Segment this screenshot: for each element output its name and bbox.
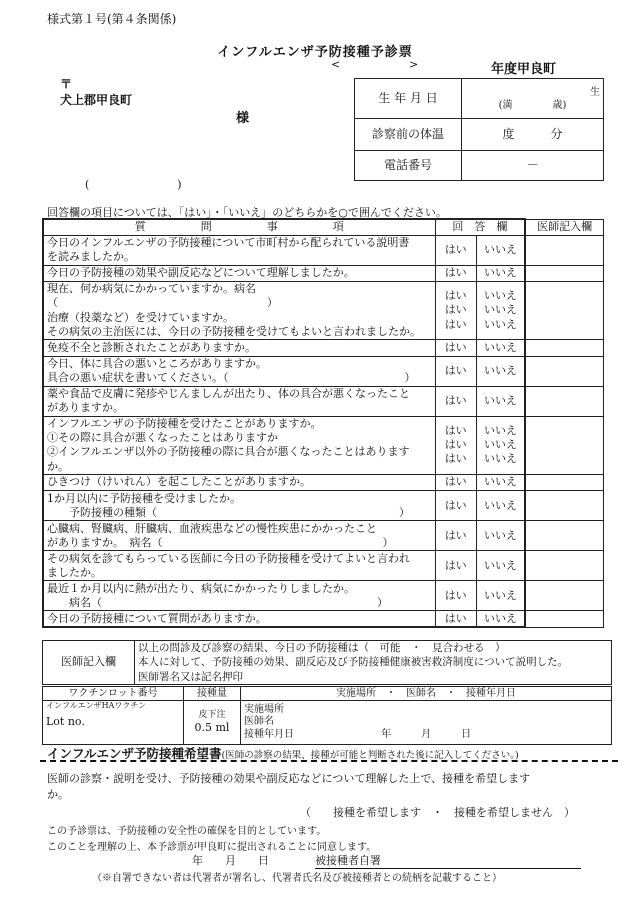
questionnaire-table — [42, 218, 604, 628]
question-row — [43, 265, 604, 282]
answer-yes[interactable] — [435, 416, 476, 474]
question-line: 今日の予防接種の効果や副反応などについて理解しましたか。 — [47, 266, 355, 280]
doctor-note-cell[interactable] — [525, 265, 603, 282]
yes-option[interactable]: はい — [444, 340, 467, 354]
answer-no[interactable] — [476, 611, 525, 628]
yes-option[interactable]: はい — [444, 558, 467, 572]
consent-title: インフルエンザ予防接種希望書 — [47, 746, 222, 761]
doctor-section-label: 医師記入欄 — [43, 641, 135, 685]
temp-label: 診察前の体温 — [355, 119, 462, 151]
answer-no[interactable] — [476, 235, 525, 265]
lot-header: ワクチンロット番号 — [43, 687, 184, 701]
question-row — [43, 282, 604, 340]
form-title: インフルエンザ予防接種予診票 — [217, 45, 413, 60]
question-text — [43, 340, 435, 357]
consent-line-1: 医師の診察・説明を受け、予防接種の効果や副反応などについて理解した上で、接種を希望します — [47, 772, 531, 785]
question-text — [43, 551, 435, 581]
doctor-section-text — [135, 641, 612, 685]
answer-yes[interactable] — [435, 340, 476, 357]
yes-option[interactable]: はい — [444, 423, 467, 437]
sama-label: 様 — [236, 111, 250, 126]
question-line: その病気を診てもらっている医師に今日の予防接種を受けてよいと言われ — [47, 551, 410, 565]
doctor-line-2: 本人に対して、予防接種の効果、副反応及び予防接種健康被害救済制度について説明した。 — [138, 656, 569, 669]
question-text — [43, 521, 435, 551]
consent-choice[interactable]: （ 接種を希望します ・ 接種を希望しません ） — [300, 806, 575, 819]
question-line: 病名（ ） — [47, 595, 388, 609]
answer-yes[interactable] — [435, 611, 476, 628]
question-line: 具合の悪い症状を書いてください。（ ） — [47, 371, 416, 385]
info-table — [354, 78, 604, 181]
signature-line[interactable] — [315, 852, 581, 869]
answer-yes[interactable] — [435, 581, 476, 611]
no-option[interactable]: いいえ — [484, 558, 518, 572]
no-option[interactable]: いいえ — [484, 438, 518, 452]
date-fields: 年 月 日 — [381, 728, 472, 740]
answer-no[interactable] — [476, 491, 525, 521]
no-option[interactable]: いいえ — [484, 452, 518, 466]
place-header: 実施場所 ・ 医師名 ・ 接種年月日 — [241, 687, 612, 701]
phone-paren: ( ) — [85, 178, 182, 191]
question-row — [43, 416, 604, 474]
answer-no[interactable] — [476, 474, 525, 491]
no-option[interactable]: いいえ — [484, 475, 518, 489]
yes-option[interactable]: はい — [444, 303, 467, 317]
question-text — [43, 491, 435, 521]
question-row — [43, 356, 604, 386]
doctor-note-cell[interactable] — [525, 340, 603, 357]
question-line: 薬や食品で皮膚に発疹やじんましんが出たり、体の具合が悪くなったこと — [47, 386, 410, 400]
doctor-header: 医師記入欄 — [525, 219, 603, 235]
answer-yes[interactable] — [435, 235, 476, 265]
answer-yes[interactable] — [435, 474, 476, 491]
doctor-note-cell[interactable] — [525, 551, 603, 581]
cut-line — [40, 760, 618, 762]
yes-option[interactable]: はい — [444, 588, 467, 602]
birth-value-top: 生 — [590, 86, 600, 98]
no-option[interactable]: いいえ — [484, 423, 518, 437]
question-text — [43, 474, 435, 491]
question-row — [43, 581, 604, 611]
doctor-note-cell[interactable] — [525, 416, 603, 474]
question-row — [43, 386, 604, 416]
doctor-line-3[interactable]: 医師署名又は記名押印 — [138, 670, 243, 683]
doctor-note-cell[interactable] — [525, 611, 603, 628]
yes-option[interactable]: はい — [444, 452, 467, 466]
question-text — [43, 265, 435, 282]
answer-no[interactable] — [476, 265, 525, 282]
no-option[interactable]: いいえ — [484, 611, 518, 625]
year-town: 年度甲良町 — [491, 62, 557, 77]
yes-option[interactable]: はい — [444, 611, 467, 625]
no-option[interactable]: いいえ — [484, 340, 518, 354]
doctor-note-cell[interactable] — [525, 491, 603, 521]
footnote: （※自署できない者は代署者が署名し、代署者氏名及び被接種者との続柄を記載すること） — [92, 873, 502, 884]
yes-option[interactable]: はい — [444, 528, 467, 542]
answer-yes[interactable] — [435, 386, 476, 416]
question-line: 治療（投薬など）を受けていますか。 — [47, 310, 234, 324]
doctor-note-cell[interactable] — [525, 356, 603, 386]
dose-cell — [184, 701, 241, 745]
date-label: 接種年月日 — [244, 728, 294, 740]
doctor-note-cell[interactable] — [525, 521, 603, 551]
lot-cell[interactable] — [43, 701, 184, 745]
question-line: ①その際に具合が悪くなったことはありますか — [47, 430, 278, 444]
doctor-note-cell[interactable] — [525, 386, 603, 416]
answer-no[interactable] — [476, 551, 525, 581]
yes-option[interactable]: はい — [444, 438, 467, 452]
consent-line-2: か。 — [47, 787, 69, 801]
doctor-note-cell[interactable] — [525, 282, 603, 340]
temp-field[interactable]: 度 分 — [462, 119, 604, 151]
answer-yes[interactable] — [435, 356, 476, 386]
place-label: 実施場所 — [244, 703, 284, 715]
yes-option[interactable]: はい — [444, 364, 467, 378]
question-line: 今日のインフルエンザの予防接種について市町村から配られている説明書 — [47, 235, 410, 249]
question-text — [43, 356, 435, 386]
answer-no[interactable] — [476, 386, 525, 416]
no-option[interactable]: いいえ — [484, 289, 518, 303]
question-row — [43, 340, 604, 357]
question-text — [43, 581, 435, 611]
question-line: その病気の主治医には、今日の予防接種を受けてもよいと言われましたか。 — [47, 324, 421, 338]
lot-number: Lot no. — [46, 715, 85, 729]
answer-no[interactable] — [476, 356, 525, 386]
answer-no[interactable] — [476, 340, 525, 357]
question-row — [43, 611, 604, 628]
yes-option[interactable]: はい — [444, 242, 467, 256]
question-line: 現在、何か病気にかかっていますか。病名（ ） — [47, 282, 278, 310]
date-line[interactable]: 年 月 日 — [192, 854, 269, 867]
question-text — [43, 282, 435, 340]
postal-mark: 〒 — [60, 77, 73, 91]
answer-yes[interactable] — [435, 551, 476, 581]
birth-field[interactable] — [462, 79, 604, 119]
question-line: 心臓病、腎臓病、肝臓病、血液疾患などの慢性疾患にかかったこと — [47, 521, 377, 535]
answer-yes[interactable] — [435, 491, 476, 521]
question-line: ②インフルエンザ以外の予防接種の際に具合が悪くなったことはありますか。 — [47, 445, 410, 473]
no-option[interactable]: いいえ — [484, 266, 518, 280]
no-option[interactable]: いいえ — [484, 528, 518, 542]
answer-header: 回 答 欄 — [435, 219, 525, 235]
place-cell[interactable] — [241, 701, 612, 745]
no-option[interactable]: いいえ — [484, 242, 518, 256]
phone-field[interactable]: － — [462, 151, 604, 181]
no-option[interactable]: いいえ — [484, 588, 518, 602]
bracket-left: < — [331, 58, 341, 71]
no-option[interactable]: いいえ — [484, 394, 518, 408]
doctor-section — [42, 640, 612, 685]
route: 皮下注 — [198, 709, 226, 720]
question-line: 予防接種の種類（ ） — [47, 505, 410, 519]
question-row — [43, 521, 604, 551]
question-line: 1か月以内に予防接種を受けましたか。 — [47, 491, 241, 505]
vaccine-table — [42, 686, 612, 745]
doctor-note-cell[interactable] — [525, 235, 603, 265]
yes-option[interactable]: はい — [444, 266, 467, 280]
doctor-note-cell[interactable] — [525, 581, 603, 611]
doctor-note-cell[interactable] — [525, 474, 603, 491]
instruction: 回答欄の項目については、「はい」・「いいえ」のどちらかを○で囲んでください。 — [47, 206, 447, 219]
question-text — [43, 235, 435, 265]
yes-option[interactable]: はい — [444, 289, 467, 303]
answer-yes[interactable] — [435, 265, 476, 282]
agree-text: このことを理解の上、本予診票が甲良町に提出されることに同意します。 — [47, 842, 377, 853]
answer-no[interactable] — [476, 416, 525, 474]
question-line: ましたか。 — [47, 565, 102, 579]
no-option[interactable]: いいえ — [484, 498, 518, 512]
no-option[interactable]: いいえ — [484, 317, 518, 331]
question-row — [43, 474, 604, 491]
yes-option[interactable]: はい — [444, 475, 467, 489]
question-line: 今日の予防接種について質問がありますか。 — [47, 611, 267, 625]
answer-yes[interactable] — [435, 282, 476, 340]
consent-note: (医師の診察の結果、接種が可能と判断された後に記入してください。) — [221, 750, 519, 761]
birth-value-bottom: (満 歳) — [498, 99, 567, 111]
question-header: 質 問 事 項 — [43, 219, 435, 235]
vaccine-name: インフルエンザHAワクチン — [46, 701, 147, 710]
question-line: がありますか。 — [47, 401, 124, 415]
answer-no[interactable] — [476, 521, 525, 551]
dose: 0.5 ml — [194, 721, 230, 735]
doctor-name-label: 医師名 — [244, 716, 274, 728]
question-row — [43, 551, 604, 581]
dose-header: 接種量 — [184, 687, 241, 701]
address: 犬上郡甲良町 — [60, 93, 133, 107]
date-row — [244, 729, 608, 742]
bracket-right: > — [409, 58, 419, 71]
form-code: 様式第１号(第４条関係) — [47, 12, 177, 26]
consent-text — [47, 771, 530, 803]
yes-option[interactable]: はい — [444, 394, 467, 408]
doctor-line-1[interactable]: 以上の問診及び診察の結果、今日の予防接種は（ 可能 ・ 見合わせる ） — [138, 642, 506, 655]
question-row — [43, 235, 604, 265]
birth-label: 生 年 月 日 — [355, 79, 462, 119]
signature-label: 被接種者自署 — [315, 854, 381, 867]
question-line: がありますか。 病名（ ） — [47, 535, 394, 549]
no-option[interactable]: いいえ — [484, 364, 518, 378]
question-text — [43, 386, 435, 416]
question-line: ひきつけ（けいれん）を起こしたことがありますか。 — [47, 475, 311, 489]
question-line: 免疫不全と診断されたことがありますか。 — [47, 340, 256, 354]
question-line: インフルエンザの予防接種を受けたことがありますか。 — [47, 416, 322, 430]
answer-no[interactable] — [476, 282, 525, 340]
purpose-text: この予診票は、予防接種の安全性の確保を目的としています。 — [47, 826, 327, 837]
question-line: 最近１か月以内に熱が出たり、病気にかかったりしましたか。 — [47, 581, 355, 595]
question-text — [43, 416, 435, 474]
question-line: を読みましたか。 — [47, 250, 135, 263]
question-text — [43, 611, 435, 628]
answer-no[interactable] — [476, 581, 525, 611]
question-row — [43, 491, 604, 521]
phone-label: 電話番号 — [355, 151, 462, 181]
yes-option[interactable]: はい — [444, 317, 467, 331]
no-option[interactable]: いいえ — [484, 303, 518, 317]
question-line: 今日、体に具合の悪いところがありますか。 — [47, 356, 267, 370]
answer-yes[interactable] — [435, 521, 476, 551]
yes-option[interactable]: はい — [444, 498, 467, 512]
